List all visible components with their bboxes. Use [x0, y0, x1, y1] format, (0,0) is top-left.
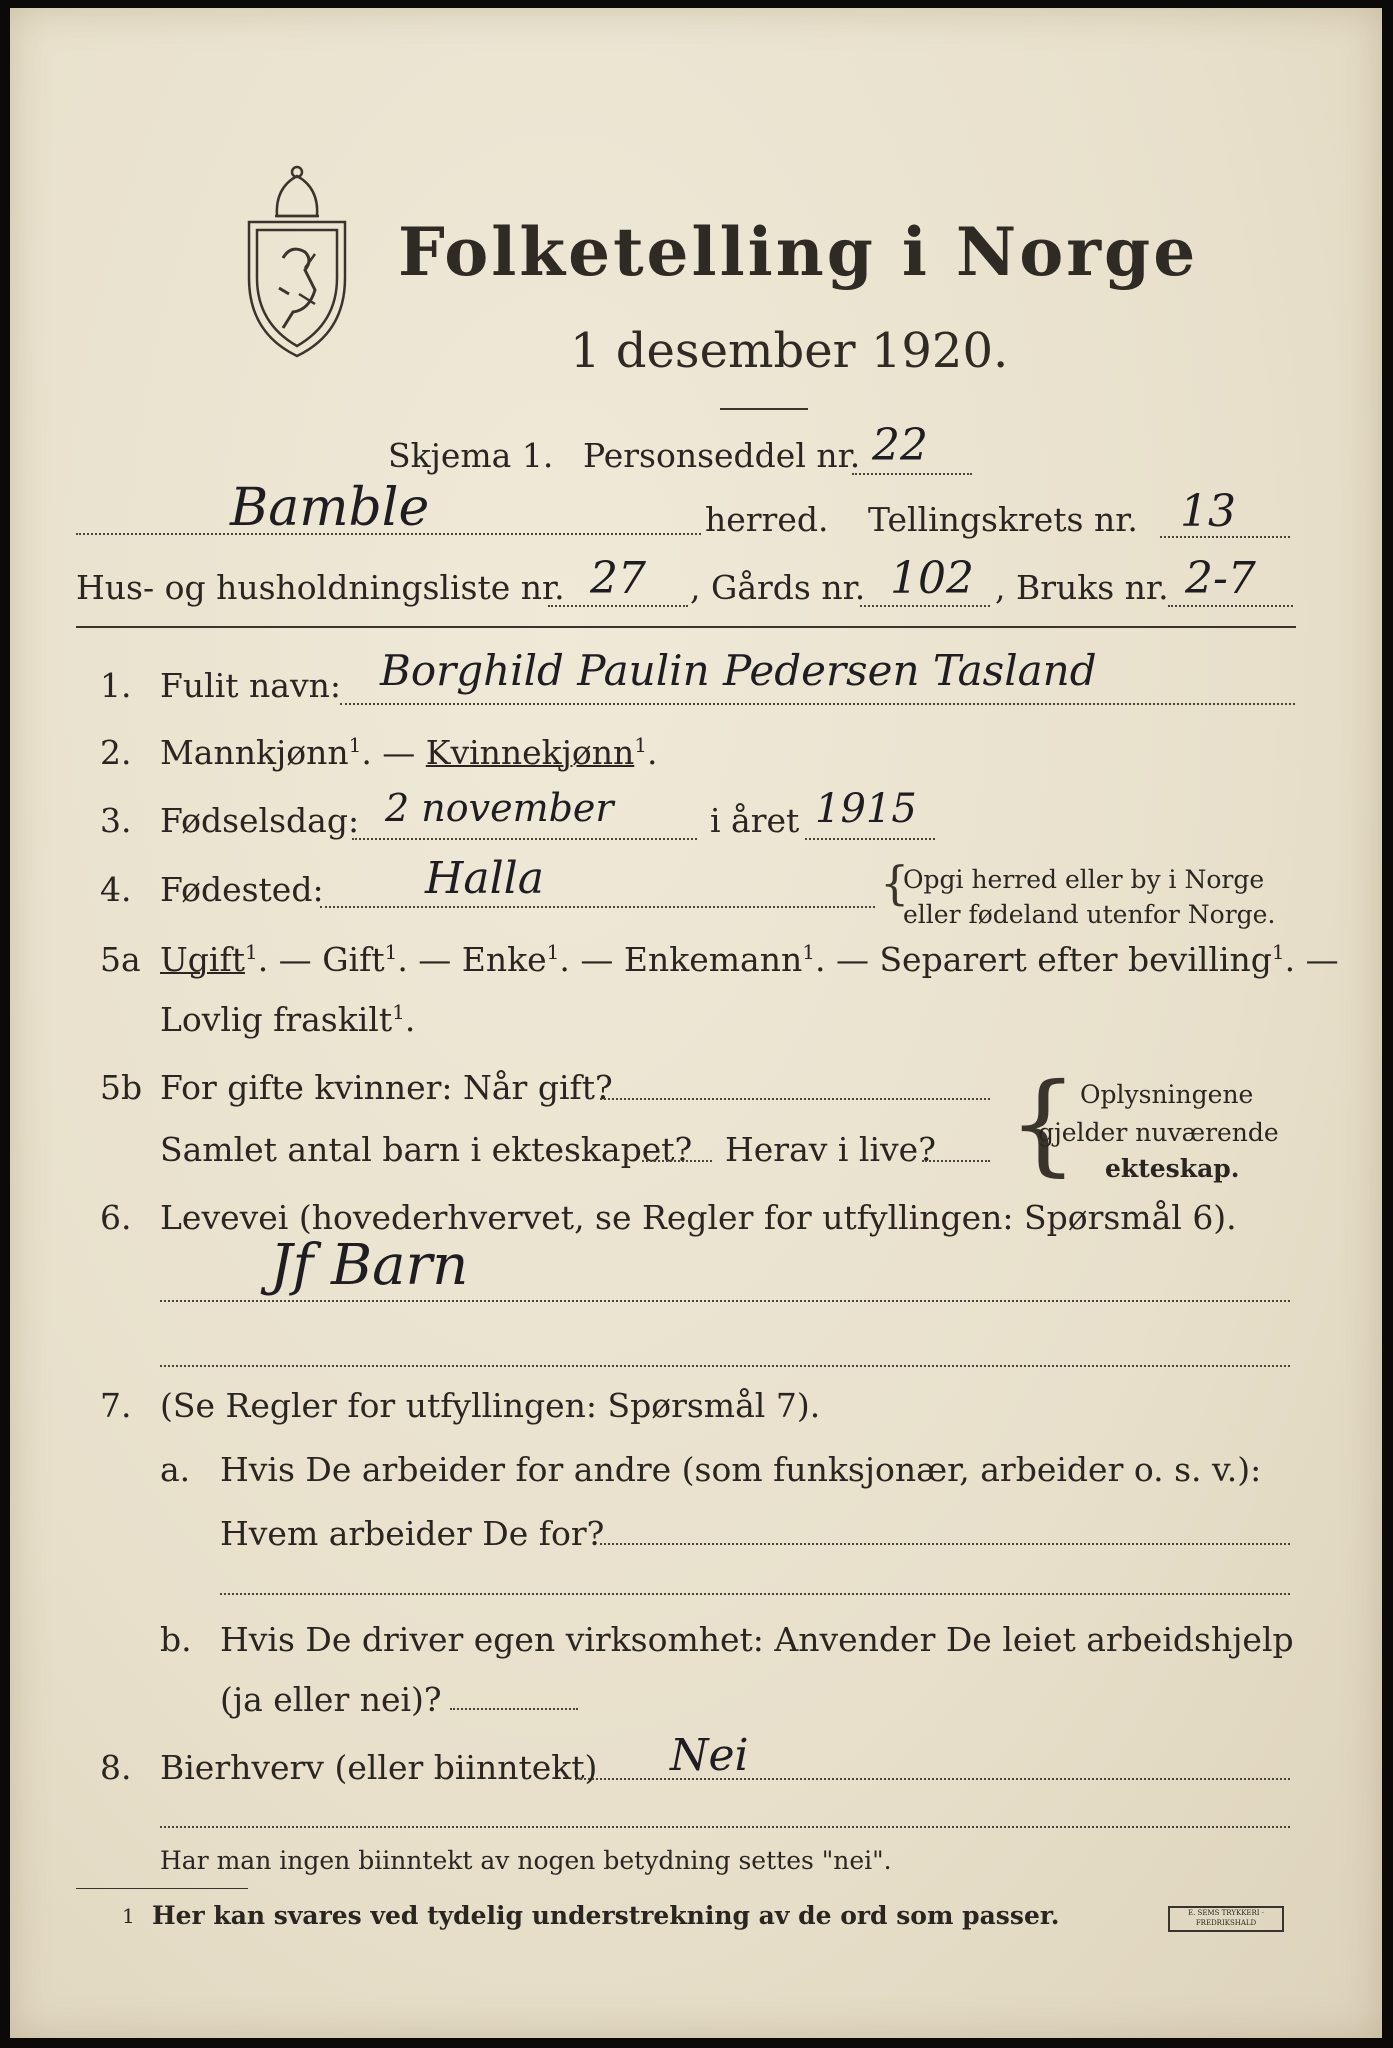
year-label: i året: [710, 801, 800, 840]
q7a-letter: a.: [160, 1450, 191, 1489]
marital-fraskilt-option[interactable]: Lovlig fraskilt: [160, 1000, 393, 1039]
q4-note-1: Opgi herred eller by i Norge: [903, 865, 1265, 894]
side-income-value[interactable]: Nei: [670, 1730, 749, 1781]
q4-note-2: eller fødeland utenfor Norge.: [903, 900, 1276, 929]
gards-line: [860, 605, 990, 607]
birthday-value[interactable]: 2 november: [385, 786, 614, 830]
bruks-value[interactable]: 2-7: [1185, 553, 1256, 604]
married-when-line[interactable]: [600, 1098, 990, 1100]
q5a-number: 5a: [100, 940, 141, 979]
marital-enke-option[interactable]: Enke: [461, 940, 547, 979]
marital-enkemann-option[interactable]: Enkemann: [623, 940, 803, 979]
q7-label: (Se Regler for utfyllingen: Spørsmål 7).: [160, 1386, 821, 1425]
q1-line: [340, 703, 1295, 705]
q4-number: 4.: [100, 870, 132, 909]
hus-value[interactable]: 27: [590, 553, 646, 604]
q7b-letter: b.: [160, 1620, 192, 1659]
printer-stamp: E. SEMS TRYKKERI · FREDRIKSHALD: [1168, 1906, 1284, 1932]
q1-label: Fulit navn:: [160, 666, 341, 705]
q5b-children-label: Samlet antal barn i ekteskapet?: [160, 1130, 693, 1169]
gards-value[interactable]: 102: [890, 553, 974, 604]
hus-line: [548, 605, 688, 607]
schema-label: Skjema 1.: [388, 436, 554, 475]
bruks-line: [1168, 605, 1293, 607]
coat-of-arms-icon: [235, 158, 360, 363]
q5b-note-2: gjelder nuværende: [1038, 1118, 1279, 1147]
q3-label: Fødselsdag:: [160, 801, 360, 840]
nei-note: Har man ingen biinntekt av nogen betydning settes "nei".: [160, 1846, 892, 1875]
q6-line-2: [160, 1365, 1290, 1367]
header-rule: [76, 626, 1296, 628]
census-form: [10, 8, 1382, 2038]
bruks-label: , Bruks nr.: [995, 568, 1169, 607]
footnote-text: Her kan svares ved tydelig understrekning av de ord som passer.: [152, 1901, 1060, 1930]
children-line[interactable]: [642, 1160, 712, 1162]
footnote-number: 1: [122, 1904, 135, 1928]
herred-value[interactable]: Bamble: [230, 478, 430, 538]
employer-line[interactable]: [600, 1543, 1290, 1545]
q3-number: 3.: [100, 801, 132, 840]
q7-number: 7.: [100, 1386, 132, 1425]
q4-label: Fødested:: [160, 870, 324, 909]
marital-ugift-option[interactable]: Ugift: [160, 940, 245, 979]
q5b-note-1: Oplysningene: [1080, 1080, 1254, 1109]
title-divider: [720, 408, 808, 410]
employer-line-2[interactable]: [220, 1593, 1290, 1595]
q2-number: 2.: [100, 733, 132, 772]
hired-help-line[interactable]: [450, 1708, 578, 1710]
q6-line-1: [160, 1300, 1290, 1302]
q5b-note-3: ekteskap.: [1105, 1154, 1240, 1183]
marital-separert-option[interactable]: Separert efter bevilling: [879, 940, 1272, 979]
year-line: [805, 838, 935, 840]
q7a-line2: Hvem arbeider De for?: [220, 1514, 605, 1553]
q8-line-2: [160, 1826, 1290, 1828]
full-name-value[interactable]: Borghild Paulin Pedersen Tasland: [380, 646, 1097, 695]
personseddel-line: [852, 473, 972, 475]
q5b-line1: For gifte kvinner: Når gift?: [160, 1068, 613, 1107]
marital-gift-option[interactable]: Gift: [322, 940, 385, 979]
gender-male-option[interactable]: Mannkjønn: [160, 733, 349, 772]
herred-label: herred.: [705, 500, 829, 539]
gender-options: Mannkjønn$^1$. — Kvinnekjønn$^1$.: [160, 733, 658, 772]
birthplace-value[interactable]: Halla: [425, 853, 544, 904]
q6-number: 6.: [100, 1198, 132, 1237]
q7a-line1: Hvis De arbeider for andre (som funksjonær, arbeider o. s. v.):: [220, 1450, 1262, 1489]
q8-number: 8.: [100, 1748, 132, 1787]
q8-label: Bierhverv (eller biinntekt): [160, 1748, 598, 1787]
q3-line: [352, 838, 697, 840]
occupation-value[interactable]: Jf Barn: [270, 1233, 469, 1298]
q5b-number: 5b: [100, 1068, 143, 1107]
alive-line[interactable]: [922, 1160, 990, 1162]
q6-label: Levevei (hovederhvervet, se Regler for utfyllingen: Spørsmål 6).: [160, 1198, 1237, 1237]
marital-options: Ugift$^1$. — Gift$^1$. — Enke$^1$. — Enkemann$^1$. — Separert efter bevilling$^1$. —: [160, 940, 1339, 979]
q4-line: [320, 906, 875, 908]
q5b-brace: {: [1008, 1059, 1078, 1187]
personseddel-value[interactable]: 22: [872, 420, 928, 471]
q4-brace: {: [880, 856, 910, 910]
gards-label: , Gårds nr.: [690, 568, 866, 607]
q5b-alive-label: Herav i live?: [725, 1130, 936, 1169]
birth-year-value[interactable]: 1915: [815, 786, 917, 832]
hus-label: Hus- og husholdningsliste nr.: [76, 568, 565, 607]
form-title: Folketelling i Norge: [398, 213, 1199, 291]
footnote-rule: [76, 1888, 248, 1889]
q1-number: 1.: [100, 666, 132, 705]
tellingskrets-label: Tellingskrets nr.: [868, 500, 1138, 539]
marital-options-cont: Lovlig fraskilt$^1$.: [160, 1000, 416, 1039]
q7b-line2: (ja eller nei)?: [220, 1680, 442, 1719]
tellingskrets-value[interactable]: 13: [1180, 486, 1236, 537]
gender-female-option[interactable]: Kvinnekjønn: [425, 733, 635, 772]
personseddel-label: Personseddel nr.: [583, 436, 861, 475]
census-date: 1 desember 1920.: [570, 323, 1009, 379]
q7b-line1: Hvis De driver egen virksomhet: Anvender De leiet arbeidshjelp: [220, 1620, 1294, 1659]
